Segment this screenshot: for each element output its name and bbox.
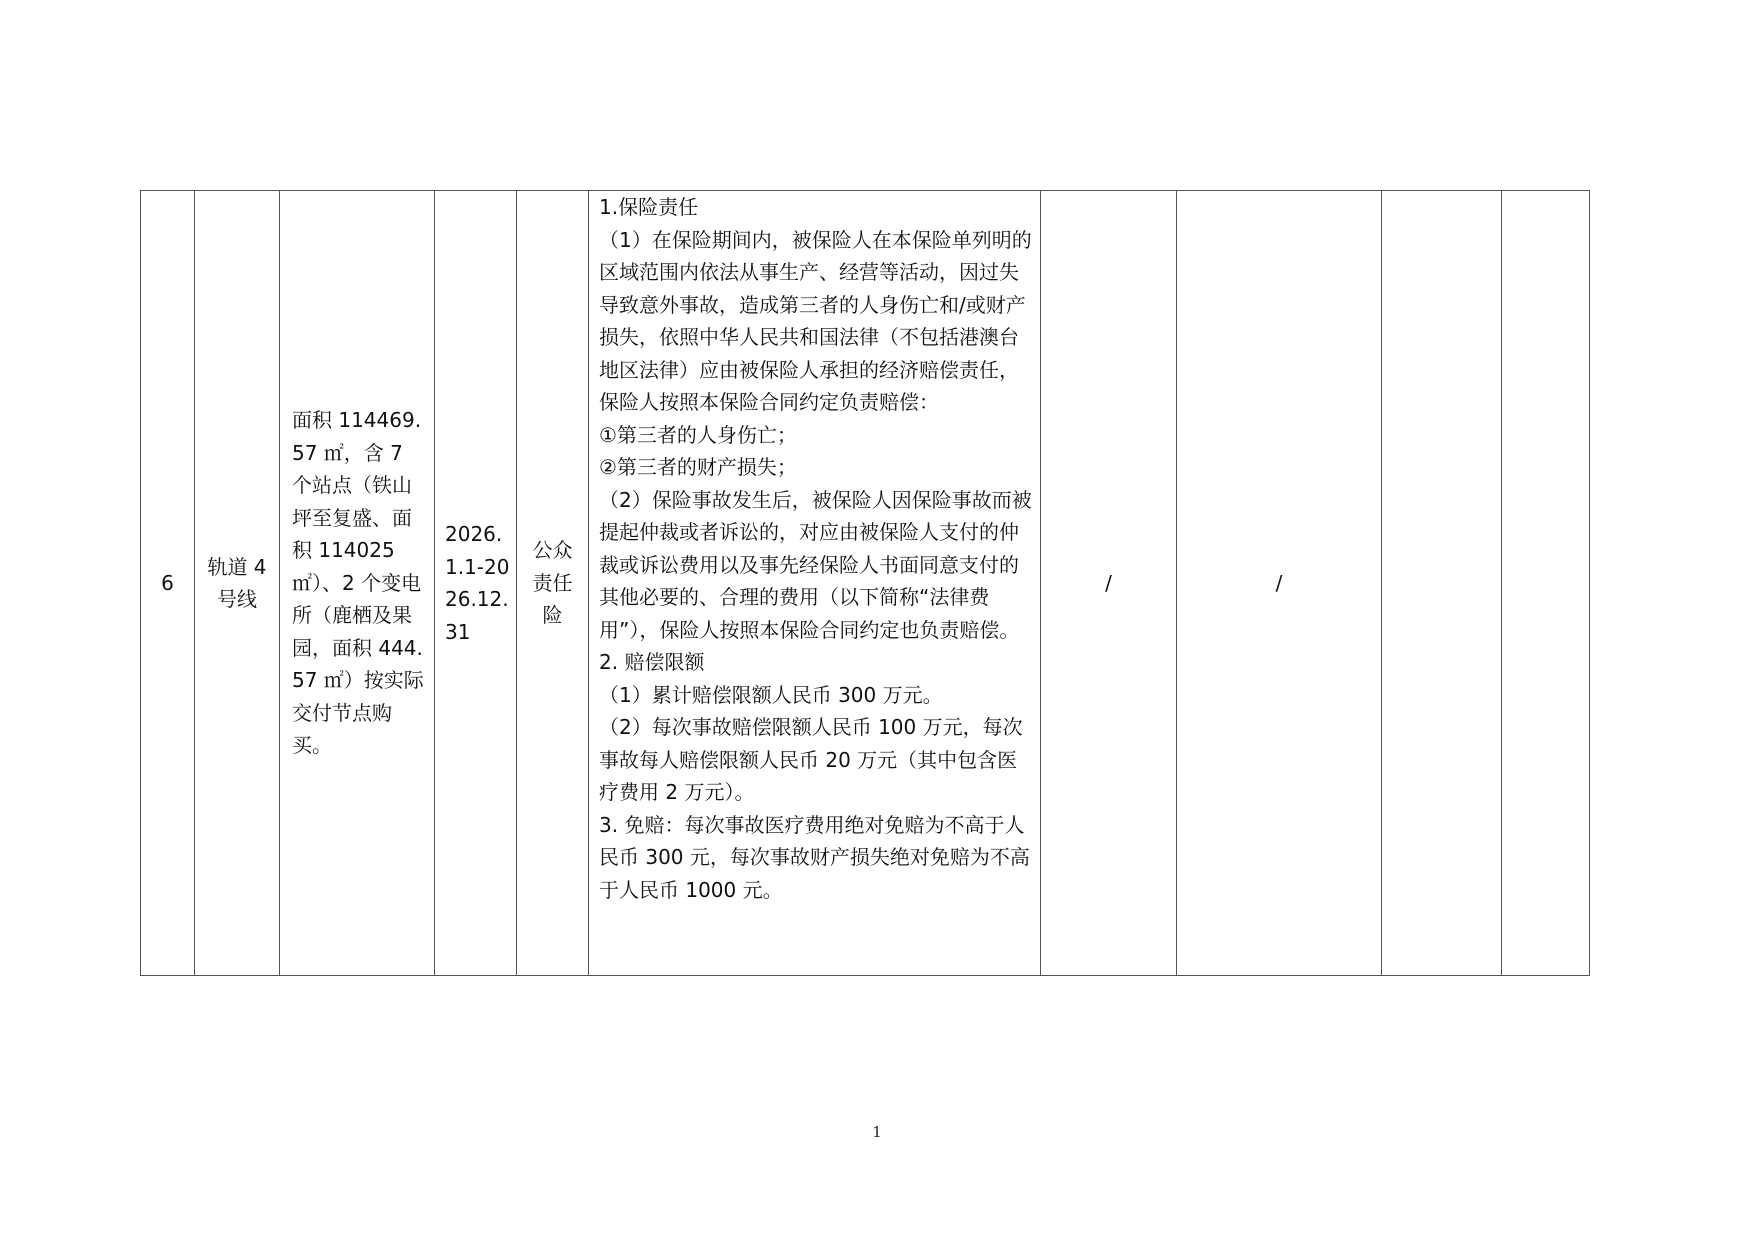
insurance-table <box>140 190 1590 976</box>
term-item-property-loss: ②第三者的财产损失； <box>599 455 797 479</box>
term-clause-2: （2）保险事故发生后，被保险人因保险事故而被提起仲裁或者诉讼的，对应由被保险人支付的仲裁或诉讼费用以及事先经保险人书面同意支付的其他必要的、合理的费用（以下简称“法律费用”），保险人按照本保险合同约定也负责赔偿。 <box>599 487 1032 642</box>
row-index: 6 <box>161 570 174 595</box>
term-deductible: 3. 免赔：每次事故医疗费用绝对免赔为不高于人民币 300 元，每次事故财产损失绝对免赔为不高于人民币 1000 元。 <box>599 812 1030 902</box>
terms-text <box>589 191 1040 906</box>
term-heading-liability: 1.保险责任 <box>599 195 699 219</box>
col10-cell <box>1502 191 1590 976</box>
row-index-cell <box>141 191 195 976</box>
col7-value: / <box>1105 570 1112 595</box>
col7-cell <box>1041 191 1177 976</box>
col9-cell <box>1382 191 1502 976</box>
line-name: 轨道 4 号线 <box>207 554 267 611</box>
col8-cell <box>1177 191 1382 976</box>
insurance-period: 2026.1.1-2026.12.31 <box>445 522 510 644</box>
term-clause-1: （1）在保险期间内，被保险人在本保险单列明的区域范围内依法从事生产、经营等活动，因过失导致意外事故，造成第三者的人身伤亡和/或财产损失，依照中华人民共和国法律（不包括港澳台地区法律）应由被保险人承担的经济赔偿责任，保险人按照本保险合同约定负责赔偿： <box>599 227 1032 414</box>
term-limit-aggregate: （1）累计赔偿限额人民币 300 万元。 <box>599 682 943 707</box>
insurance-type-cell <box>517 191 589 976</box>
term-limit-per-accident: （2）每次事故赔偿限额人民币 100 万元，每次事故每人赔偿限额人民币 20 万元（其中包含医疗费用 2 万元）。 <box>599 715 1023 804</box>
period-cell <box>435 191 517 976</box>
term-item-personal-injury: ①第三者的人身伤亡； <box>599 422 797 447</box>
col8-value: / <box>1275 570 1283 595</box>
term-heading-limits: 2. 赔偿限额 <box>599 650 705 674</box>
page-number: 1 <box>872 1123 882 1141</box>
scope-cell <box>280 191 435 976</box>
line-name-cell <box>195 191 280 976</box>
insurance-type: 公众责任险 <box>532 538 573 628</box>
table-row <box>141 191 1590 976</box>
terms-cell <box>589 191 1041 976</box>
scope-text: 面积 114469.57 ㎡，含 7 个站点（铁山坪至复盛、面积 114025 ㎡）、2 个变电所（鹿栖及果园，面积 444.57 ㎡）按实际交付节点购买。 <box>292 408 424 758</box>
